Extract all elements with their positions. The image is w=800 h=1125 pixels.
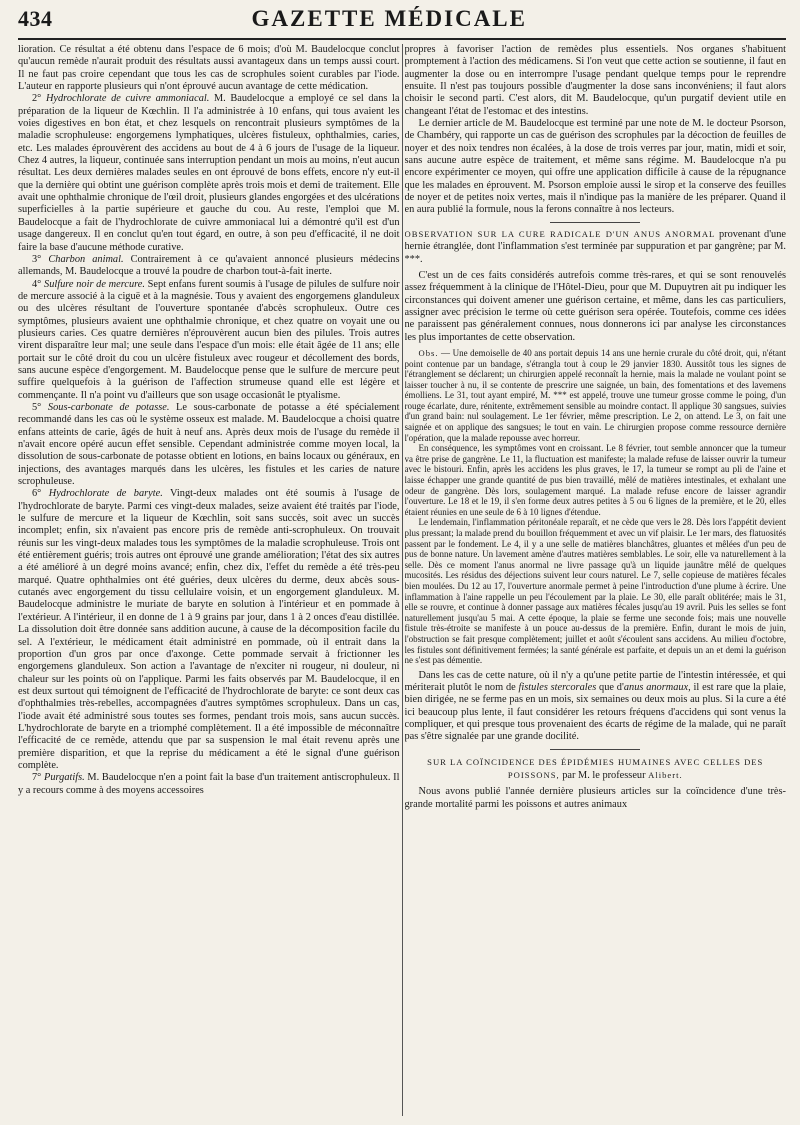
observation-case-3: Le lendemain, l'inflammation péritonéale reparaît, et ne cède que vers le 28. Dès lors l'appétit devient plus pressant; la malade prend du bouillon fréquemment et avec un vif plaisir. Le 1er mars, des flatuosités passent par le fondement. Le 4, il y a une selle de matières blanchâtres, gluantes et mêlées d'un peu de pus de bonne nature. Un lavement amène d'autres matières semblables. Le soir, elle va naturellement à la selle. Dès ce moment l'anus anormal ne livre passage qu'à un liquide jaunâtre mêlé de quelques mucosités. Les résidus des déjections suivent leur cours naturel. Le 7, selle copieuse de matières fécales bien moulées. Du 12 au 17, l'ouverture anormale permet à peine l'introduction d'une plume à écrire. Une inflammation à l'aine rappelle un peu l'écoulement par la plaie. Le 30, elle paraît oblitérée; mais le 31, elle se rouvre, et continue à donner passage aux matières fécales jusqu'au 19 avril. Puis les selles se font naturellement jusqu'au 5 mai. A cette époque, la plaie se ferme une seconde fois; mais une nouvelle fistule très-étroite se manifeste à un pouce au-dessus de la première. Enfin, durant le mois de juin, l'obstruction se fait presque complètement; juillet et août s'écoulent sans accidens. Au milieu d'octobre, les fistules sont définitivement fermées; la santé générale est parfaite, et depuis un an et demi la guérison ne s'est pas démentie. <box>404 517 786 666</box>
term-anus-anormaux: anus anormaux <box>623 682 689 694</box>
column-divider <box>402 44 403 1116</box>
paragraph-sulfure-mercure: 4° Sulfure noir de mercure. Sept enfans furent soumis à l'usage de pilules de sulfure noir de mercure associé à la ciguë et à la magnésie. Tous y avaient des engorgemens glanduleux ou des ulcères résultant de l'ouverture spontanée d'abcès scrophuleux. Outre ces symptômes, plusieurs avaient une ophthalmie chronique, et chez quatre on voyait une ou plusieurs caries. Ces quatre dernières n'éprouvèrent aucun bien des pilules. Trois autres virent disparaître leur mal; une seule dans l'espace d'un mois: elle était âgée de 11 ans; elle portait sur le côté droit du cou un ulcère fistuleux avec rougeur et décollement des bords, sans aucune espèce d'engorgement. M. Baudelocque pense que le sulfure de mercure peut suffire quelquefois à la guérison de l'affection strumeuse quand elle est légère et commençante. Il n'a point vu d'ailleurs que son usage occasionât le ptyalisme. <box>18 278 400 401</box>
page-header <box>18 6 786 36</box>
paragraph-hydrochlorate-baryte: 6° Hydrochlorate de baryte. Vingt-deux malades ont été soumis à l'usage de l'hydrochlorate de baryte. Parmi ces vingt-deux malades, seize avaient été traités par l'iode, le sulfure de mercure et la liqueur de Kœchlin, soit sans succès, soit avec un succès incomplet; enfin, six n'avaient pas encore pris de remède anti-scrophuleux. On trouvait réunis sur les vingt-deux malades tous les symptômes de la maladie scrophuleuse. Trois ont été entièrement guéris; trois autres ont éprouvé une grande amélioration; l'état des six autres a été amélioré à un degré moins avancé; enfin, chez dix, l'effet du remède a été très-peu marqué. Quatre ophthalmies ont été guéries, deux ulcères du derme, deux abcès sous-cutanés avec engorgement du tissu cellulaire voisin, et un engorgement glanduleux. M. Baudelocque administre le muriate de baryte en solution à l'intérieur et en pommade à l'extérieur. A l'intérieur, il en donne de 1 à 9 grains par jour, dans 1 à 2 onces d'eau distillée. La dissolution doit être donnée sans addition aucune, à cause de la décomposition facile du sel. A l'extérieur, le médicament était administré en pommade, où il entrait dans la proportion d'un gros par once d'axonge. Cette pommade servait à frictionner les engorgemens glanduleux. Son action a l'avantage de n'exciter ni rougeur, ni douleur, ni chaleur sur les points où on l'applique. Parmi les faits observés par M. Baudelocque, il en est deux surtout qui témoignent de l'efficacité de l'hydrochlorate de baryte: ce sont deux cas d'ophthalmies très-rebelles, accompagnées d'autres symptômes scrophuleux. Dans un cas, l'iode avait été administré sous toutes ses formes, pendant trois mois, sans aucun succès. L'hydrochlorate de baryte en a triomphé complètement. Il a été impossible de méconnaître l'efficacité de ce remède, attendu que par sa suspension le mal était revenu après une première disparition, et que la reprise du médicament a été le signal d'une guérison complète. <box>18 488 400 771</box>
observation-heading-caps: OBSERVATION SUR LA CURE RADICALE D'UN ANUS ANORMAL <box>404 228 716 239</box>
section-title-potasse: Sous-carbonate de potasse. <box>47 401 170 413</box>
observation-case-2: En conséquence, les symptômes vont en croissant. Le 8 février, tout semble annoncer que la tumeur va être prise de gangrène. Le 11, la fluctuation est manifeste; la malade refuse de laisser ouvrir la tumeur avec le bistouri. Enfin, après les accidens les plus graves, le 17, la tumeur se rompt au pli de l'aine et laisse échapper une grande quantité de pus bien travaillé, mêlé de matières intestinales, et exhalant une odeur de gangrène. Dès lors, soulagement marqué. La malade refuse encore de laisser agrandir l'ouverture. Le 18 et le 19, il s'en forme deux autres petites à 5 ou 6 lignes de la première, et le 20, elles étaient réunies en une seule de 6 à 10 lignes d'étendue. <box>404 443 786 517</box>
term-fistules-stercorales: fistules stercorales <box>518 682 597 694</box>
paragraph-hydrochlorate-cuivre: 2° Hydrochlorate de cuivre ammoniacal. M. Baudelocque a employé ce sel dans la préparation de la liqueur de Kœchlin. Il l'a administrée à 10 enfans, qui tous avaient les voies digestives en bon état, et chez lesquels on rencontrait plusieurs symptômes de la maladie scrophuleuse: engorgemens lymphatiques, ulcères fistuleux, ophthalmies, caries, etc. Les malades éprouvèrent des accidens au bout de 4 à 6 jours de l'usage de la liqueur. Chez 4 autres, la liqueur, continuée sans interruption pendant un mois au moins, n'eut aucun résultat. Les deux dernières malades seules en ont éprouvé de bons effets, encore n'y eut-il que la dernière qui obtint une guérison complète après trois mois et demi de traitement. Elle avait une ophthalmie chronique de l'œil droit, plusieurs glandes engorgées et des ulcérations superficielles à la partie supérieure et gauche du cou. Au reste, l'emploi que M. Baudelocque a fait de l'hydrochlorate de cuivre ammoniacal lui a démontré qu'il est d'un usage dangereux. Il en conclut qu'en tout égard, en outre, à son peu d'efficacité, il ne doit faire la base d'aucune méthode curative. <box>18 93 400 253</box>
paragraph-charbon-animal: 3° Charbon animal. Contrairement à ce qu'avaient annoncé plusieurs médecins allemands, M. Baudelocque a trouvé la poudre de charbon tout-à-fait inerte. <box>18 253 400 278</box>
section-title-purgatifs: Purgatifs. <box>44 772 85 784</box>
paragraph-sous-carbonate: 5° Sous-carbonate de potasse. Le sous-carbonate de potasse a été spécialement recommandé dans les cas où le système osseux est malade. M. Baudelocque a choisi quatre enfans atteints de carie, âgés de huit à neuf ans. Après deux mois de l'usage du remède il n'avait encore opéré aucun effet sensible. Cependant administrée comme moyen local, la dissolution de sous-carbonate de potasse obtient en lotions, en bains locaux ou généraux, en injections, des avantages marqués dans les ulcères, les fistules et les caries de nature scrophuleuse. <box>18 401 400 488</box>
section-separator <box>550 222 640 223</box>
section-separator-2 <box>550 749 640 750</box>
right-column <box>405 44 787 1116</box>
paragraph-coincidence-intro: Nous avons publié l'année dernière plusieurs articles sur la coïncidence d'une très-grande mortalité parmi les poissons et autres animaux <box>404 786 786 810</box>
obs-label: Obs. <box>418 347 439 358</box>
journal-title: GAZETTE MÉDICALE <box>251 6 527 31</box>
observation-heading: OBSERVATION SUR LA CURE RADICALE D'UN ANUS ANORMAL provenant d'une hernie étranglée, dont l'inflammation s'est terminée par suppuration et par gangrène; par M. ***. <box>404 228 786 265</box>
coincidence-heading: SUR LA COÏNCIDENCE DES ÉPIDÉMIES HUMAINES AVEC CELLES DES POISSONS, par M. le professeur Alibert. <box>427 756 764 782</box>
section-title-baryte: Hydrochlorate de baryte. <box>48 488 163 500</box>
author-name: Alibert. <box>648 770 683 781</box>
header-rule <box>18 38 786 40</box>
paragraph-fistules-conclusion: Dans les cas de cette nature, où il n'y a qu'une petite partie de l'intestin intéressée, et qui mériterait plutôt le nom de fistules stercorales que d'anus anormaux, il est rare que la plaie, bien dirigée, ne se ferme pas en un mois, six semaines ou deux mois au plus. Si la cure a été ici beaucoup plus lente, il faut considérer les retours fréquens d'accidens qui sont venus la compliquer, et qui presque tous provenaient des écarts de régime de la malade, qui ne paraît pas s'être signalée par une grande docilité. <box>404 669 786 743</box>
paragraph-psorson-note: Le dernier article de M. Baudelocque est terminé par une note de M. le docteur Psorson, de Chambéry, qui rapporte un cas de guérison des scrophules par la décoction de feuilles de noyer et des noix tendres non écalées, à la dose de trois verres par jour, matin, midi et soir, sans aucune autre espèce de traitement, et même sans régime. M. Baudelocque n'a pu encore expérimenter ce moyen, qui offre une application difficile à cause de la répugnance que les malades en éprouvent. M. Psorson emploie aussi le sirop et la conserve des feuilles de noyer et de petites noix vertes, mais il n'indique pas la manière de les préparer. Quand il en aura publié la formule, nous la ferons connaître à nos lecteurs. <box>404 118 786 216</box>
two-column-body <box>18 44 786 1116</box>
paragraph-iode-conclusion: lioration. Ce résultat a été obtenu dans l'espace de 6 mois; d'où M. Baudelocque conclut qu'aucun remède n'aurait produit des résultats aussi avantageux dans un temps aussi court. Il ne faut pas croire cependant que tous les cas de scrophules soient curables par l'iode. L'auteur en rapporte plusieurs qui n'ont éprouvé aucun avantage de cette médication. <box>18 44 400 93</box>
section-title-sulfure: Sulfure noir de mercure. <box>44 278 145 290</box>
paragraph-observation-intro: C'est un de ces faits considérés autrefois comme très-rares, et qui se sont renouvelés assez fréquemment à la clinique de l'Hôtel-Dieu, pour que M. Dupuytren ait pu indiquer les circonstances qui doivent amener une guérison certaine, et même, dans les cas particuliers, assigner avec précision le terme où cette guérison sera opérée. Toutefois, comme ces idées ne paraissent pas généralement connues, nous donnerons ici par analyse les circonstances les plus importantes de cette observation. <box>404 269 786 343</box>
page-number: 434 <box>18 6 53 31</box>
section-title-charbon: Charbon animal. <box>48 253 124 265</box>
observation-case-1: Obs. — Une demoiselle de 40 ans portait depuis 14 ans une hernie crurale du côté droit, qui, n'étant point contenue par un bandage, s'étrangla tout à coup le 29 janvier 1830. Aussitôt tous les signes de l'étranglement se déclarent; un chirurgien appelé reconnaît la hernie, mais la malade ne voulant point se laisser toucher à nu, il se contente de prescrire une saignée, un bain, des fomentations et des lavemens émolliens. Le 31, tout ayant empiré, M. *** est appelé, trouve une tumeur grosse comme le poing, d'un rouge écarlate, dure, rénitente, extrêmement sensible au moindre contact. Il applique 30 sangsues, suivies d'un grand bain: nul soulagement. Le 1er février, même prescription. Le 2, on attend. Le 3, on fait une saignée et on applique des sangsues; le tout en vain. Le chirurgien propose comme ressource dernière l'opération, que la malade repousse avec horreur. <box>404 347 786 443</box>
left-column <box>18 44 400 1116</box>
paragraph-purgatifs: 7° Purgatifs. M. Baudelocque n'en a point fait la base d'un traitement antiscrophuleux. Il y a recours comme à des moyens accessoires <box>18 772 400 796</box>
paragraph-purgatifs-continued: propres à favoriser l'action de remèdes plus essentiels. Nos organes s'habituent promptement à l'action des médicamens. Si l'on veut que cette action se soutienne, il faut en augmenter la dose ou en interrompre l'usage pendant quelque temps pour le reprendre ensuite. Il n'est pas toujours possible d'augmenter la dose sans inconvéniens; il faut alors choisir le second parti. C'est alors, dit M. Baudelocque, qu'un purgatif devient utile en changeant l'état de l'estomac et des intestins. <box>404 44 786 117</box>
section-title-cuivre: Hydrochlorate de cuivre ammoniacal. <box>45 93 210 105</box>
